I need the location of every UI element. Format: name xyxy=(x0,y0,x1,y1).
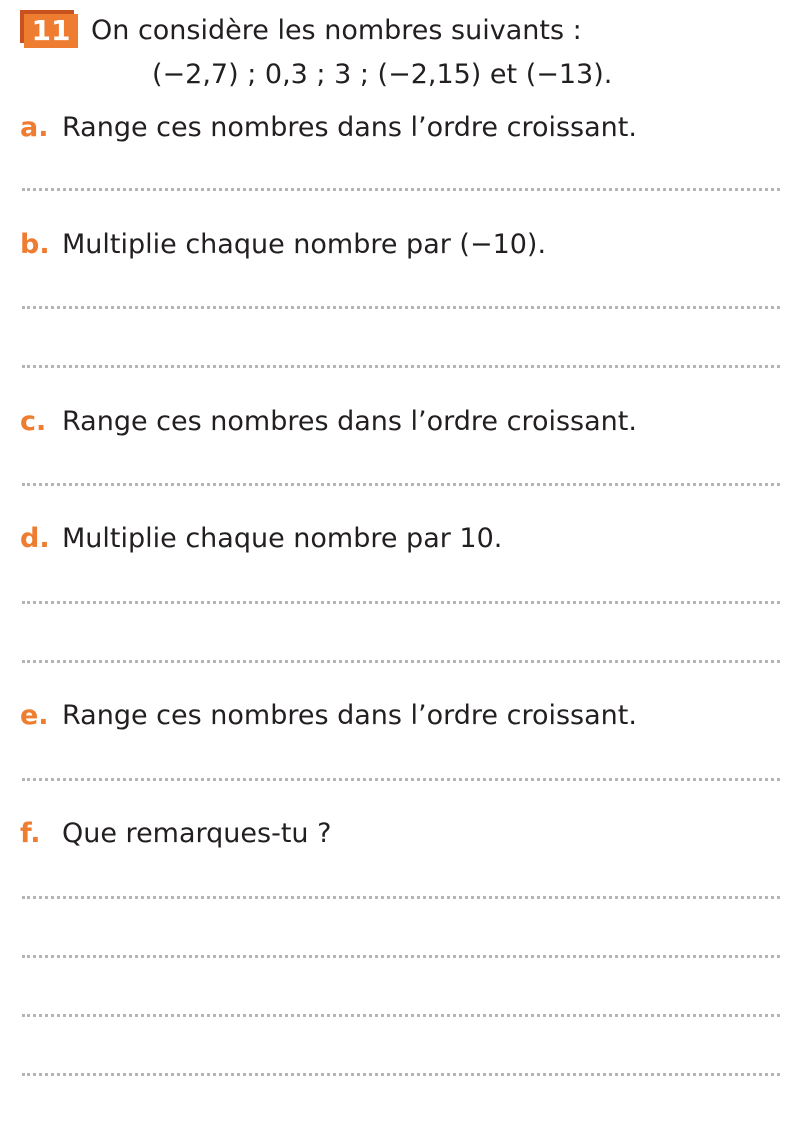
answer-line[interactable] xyxy=(22,306,780,309)
answer-line[interactable] xyxy=(22,1014,780,1017)
question-b xyxy=(20,227,546,263)
answer-line[interactable] xyxy=(22,483,780,486)
answer-line[interactable] xyxy=(22,660,780,663)
question-f xyxy=(20,816,331,852)
answer-line[interactable] xyxy=(22,365,780,368)
exercise-stem-numbers: (−2,7) ; 0,3 ; 3 ; (−2,15) et (−13). xyxy=(152,59,613,90)
answer-line[interactable] xyxy=(22,778,780,781)
question-e xyxy=(20,698,637,734)
question-letter: b. xyxy=(20,229,50,260)
question-text: Multiplie chaque nombre par 10. xyxy=(62,523,503,554)
question-letter: e. xyxy=(20,700,49,731)
question-letter: f. xyxy=(20,818,41,849)
question-letter: a. xyxy=(20,112,49,143)
question-d xyxy=(20,521,502,557)
question-c xyxy=(20,404,637,440)
answer-line[interactable] xyxy=(22,955,780,958)
question-text: Range ces nombres dans l’ordre croissant. xyxy=(62,112,637,143)
exercise-number-badge xyxy=(20,10,78,48)
question-letter: c. xyxy=(20,406,47,437)
question-text: Range ces nombres dans l’ordre croissant. xyxy=(62,406,637,437)
answer-line[interactable] xyxy=(22,1073,780,1076)
question-text: Que remarques-tu ? xyxy=(62,818,332,849)
exercise-number: 11 xyxy=(24,14,78,48)
question-text: Range ces nombres dans l’ordre croissant. xyxy=(62,700,637,731)
question-a xyxy=(20,110,637,146)
question-letter: d. xyxy=(20,523,50,554)
answer-line[interactable] xyxy=(22,188,780,191)
answer-line[interactable] xyxy=(22,896,780,899)
question-text: Multiplie chaque nombre par (−10). xyxy=(62,229,547,260)
answer-line[interactable] xyxy=(22,601,780,604)
exercise-stem-line1: On considère les nombres suivants : xyxy=(91,15,582,46)
